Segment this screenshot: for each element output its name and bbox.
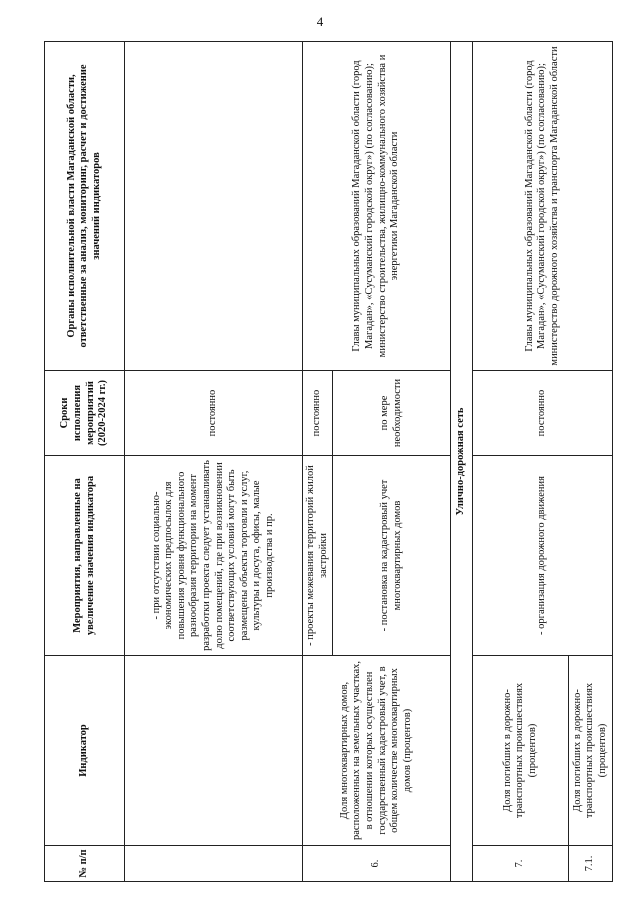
header-measures: Мероприятия, направленные на увеличение значения индикатора — [45, 456, 125, 656]
section-title: Улично-дорожная сеть — [451, 42, 473, 882]
table-row — [303, 42, 333, 882]
indicator-cell: Доля погибших в дорожно-транспортных происшествиях (процентов) — [473, 656, 569, 846]
authority-cell: Главы муниципальных образований Магаданской области (город Магадан», «Сусуманский городской округ») (по согласованию); министерство строительства, жилищно-коммунального хозяйства и энергетики Магаданской области — [303, 42, 451, 371]
table-container — [44, 42, 608, 882]
term-cell: постоянно — [473, 371, 613, 456]
header-terms: Сроки исполнения мероприятий (2020-2024 гг.) — [45, 371, 125, 456]
measure-cell: - проекты межевания территорий жилой застройки — [303, 456, 333, 656]
row-number-cell: 7. — [473, 846, 569, 882]
measure-cell: - постановка на кадастровый учет многоквартирных домов — [333, 456, 451, 656]
term-cell: постоянно — [125, 371, 303, 456]
indicator-cell: Доля погибших в дорожно-транспортных происшествиях (процентов) — [569, 656, 613, 846]
indicator-cell: Доля многоквартирных домов, расположенных на земельных участках, в отношении которых осуществлен государственный кадастровый учет, в общем количестве многоквартирных домов (процентов) — [303, 656, 451, 846]
row-number-cell: 7.1. — [569, 846, 613, 882]
header-indicator: Индикатор — [45, 656, 125, 846]
table-row — [473, 42, 569, 882]
table-row — [125, 42, 303, 882]
indicator-cell — [125, 656, 303, 846]
authority-cell: Главы муниципальных образований Магаданской области (город Магадан», «Сусуманский городской округ») (по согласованию); министерство дорожного хозяйства и транспорта Магаданской области — [473, 42, 613, 371]
row-number-cell: 6. — [303, 846, 451, 882]
header-number: № п/п — [45, 846, 125, 882]
row-number-cell — [125, 846, 303, 882]
measure-cell: - при отсутствии социально-экономических предпосылок для повышения уровня функционального разнообразия территории на момент разработки проекта следует устанавливать долю помещений, где при возникновении соответствующих условий могут быть размещены объекты торговли и услуг, культуры и досуга, офисы, малые производства и пр. — [125, 456, 303, 656]
header-authorities: Органы исполнительной власти Магаданской области, ответственные за анализ, мониторинг, расчет и достижение значений индикаторов — [45, 42, 125, 371]
rotated-table-frame — [44, 42, 608, 882]
measure-cell: - организация дорожного движения — [473, 456, 613, 656]
term-cell: по мере необходимости — [333, 371, 451, 456]
authority-cell — [125, 42, 303, 371]
section-row — [451, 42, 473, 882]
term-cell: постоянно — [303, 371, 333, 456]
indicators-table — [44, 41, 613, 882]
table-header-row — [45, 42, 125, 882]
page-number: 4 — [316, 14, 324, 29]
